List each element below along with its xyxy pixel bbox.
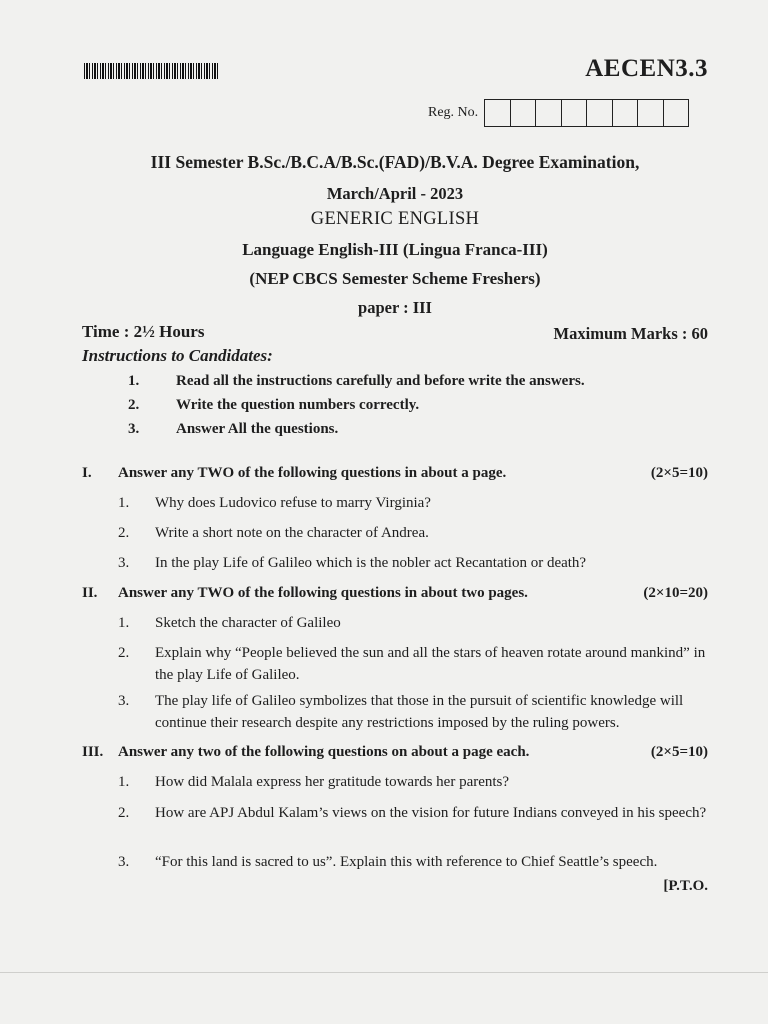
reg-box: [637, 100, 663, 126]
reg-label: Reg. No.: [428, 105, 479, 120]
question-number: 2.: [118, 805, 130, 821]
instruction-text: Answer All the questions.: [176, 421, 339, 437]
section-marks: (2×5=10): [650, 744, 708, 760]
question-number: 1.: [118, 495, 130, 511]
exam-title: III Semester B.Sc./B.C.A/B.Sc.(FAD)/B.V.A. Degree Examination,: [150, 152, 640, 172]
subject-title: GENERIC ENGLISH: [310, 209, 480, 229]
question-number: 2.: [118, 525, 130, 541]
reg-box: [561, 100, 587, 126]
instruction-number: 3.: [128, 421, 140, 437]
question-number: 1.: [118, 615, 130, 631]
paper-code: AECEN3.3: [585, 55, 708, 82]
question-number: 1.: [118, 774, 130, 790]
question-text: In the play Life of Galileo which is the nobler act Recantation or death?: [155, 555, 587, 571]
instruction-number: 2.: [128, 397, 140, 413]
reg-box: [510, 100, 536, 126]
question-number: 3.: [118, 854, 130, 870]
question-text: How did Malala express her gratitude towards her parents?: [155, 774, 510, 790]
question-text: Sketch the character of Galileo: [155, 615, 341, 631]
exam-duration: Time : 2½ Hours: [82, 322, 205, 341]
reg-box: [612, 100, 638, 126]
instructions-heading: Instructions to Candidates:: [82, 346, 273, 365]
language-title: Language English-III (Lingua Franca-III): [242, 240, 548, 259]
reg-number-field: [428, 99, 689, 127]
page-edge-line: [0, 972, 768, 973]
reg-boxes: [484, 99, 689, 127]
question-text: Explain why “People believed the sun and all the stars of heaven rotate around mankind” in the play Life of Galileo.: [155, 645, 706, 683]
section-instruction: Answer any TWO of the following questions in about two pages.: [118, 585, 528, 601]
section-number: III.: [82, 744, 104, 760]
question-number: 3.: [118, 555, 130, 571]
paper-number: paper : III: [358, 298, 432, 317]
instruction-text: Read all the instructions carefully and before write the answers.: [176, 373, 585, 389]
question-number: 2.: [118, 645, 130, 661]
question-number: 3.: [118, 693, 130, 709]
section-instruction: Answer any two of the following questions on about a page each.: [118, 744, 530, 760]
max-marks: Maximum Marks : 60: [553, 324, 708, 343]
section-number: I.: [82, 465, 92, 481]
exam-session: March/April - 2023: [326, 184, 464, 203]
scheme-title: (NEP CBCS Semester Scheme Freshers): [249, 269, 541, 288]
barcode: [84, 63, 218, 79]
section-marks: (2×5=10): [650, 465, 708, 481]
instruction-number: 1.: [128, 373, 140, 389]
question-text: Write a short note on the character of Andrea.: [155, 525, 429, 541]
question-text: How are APJ Abdul Kalam’s views on the vision for future Indians conveyed in his speech?: [155, 805, 707, 821]
question-text: “For this land is sacred to us”. Explain this with reference to Chief Seattle’s speech.: [155, 854, 658, 870]
section-instruction: Answer any TWO of the following questions in about a page.: [118, 465, 507, 481]
section-marks: (2×10=20): [643, 585, 708, 601]
reg-box: [586, 100, 612, 126]
pto-marker: [P.T.O.: [663, 878, 708, 894]
question-text: The play life of Galileo symbolizes that those in the pursuit of scientific knowledge will continue their research despite any restrictions imposed by the ruling powers.: [155, 693, 684, 731]
instruction-text: Write the question numbers correctly.: [176, 397, 420, 413]
question-text: Why does Ludovico refuse to marry Virginia?: [155, 495, 431, 511]
reg-box: [535, 100, 561, 126]
section-number: II.: [82, 585, 98, 601]
reg-box: [663, 100, 689, 126]
reg-box: [485, 100, 510, 126]
